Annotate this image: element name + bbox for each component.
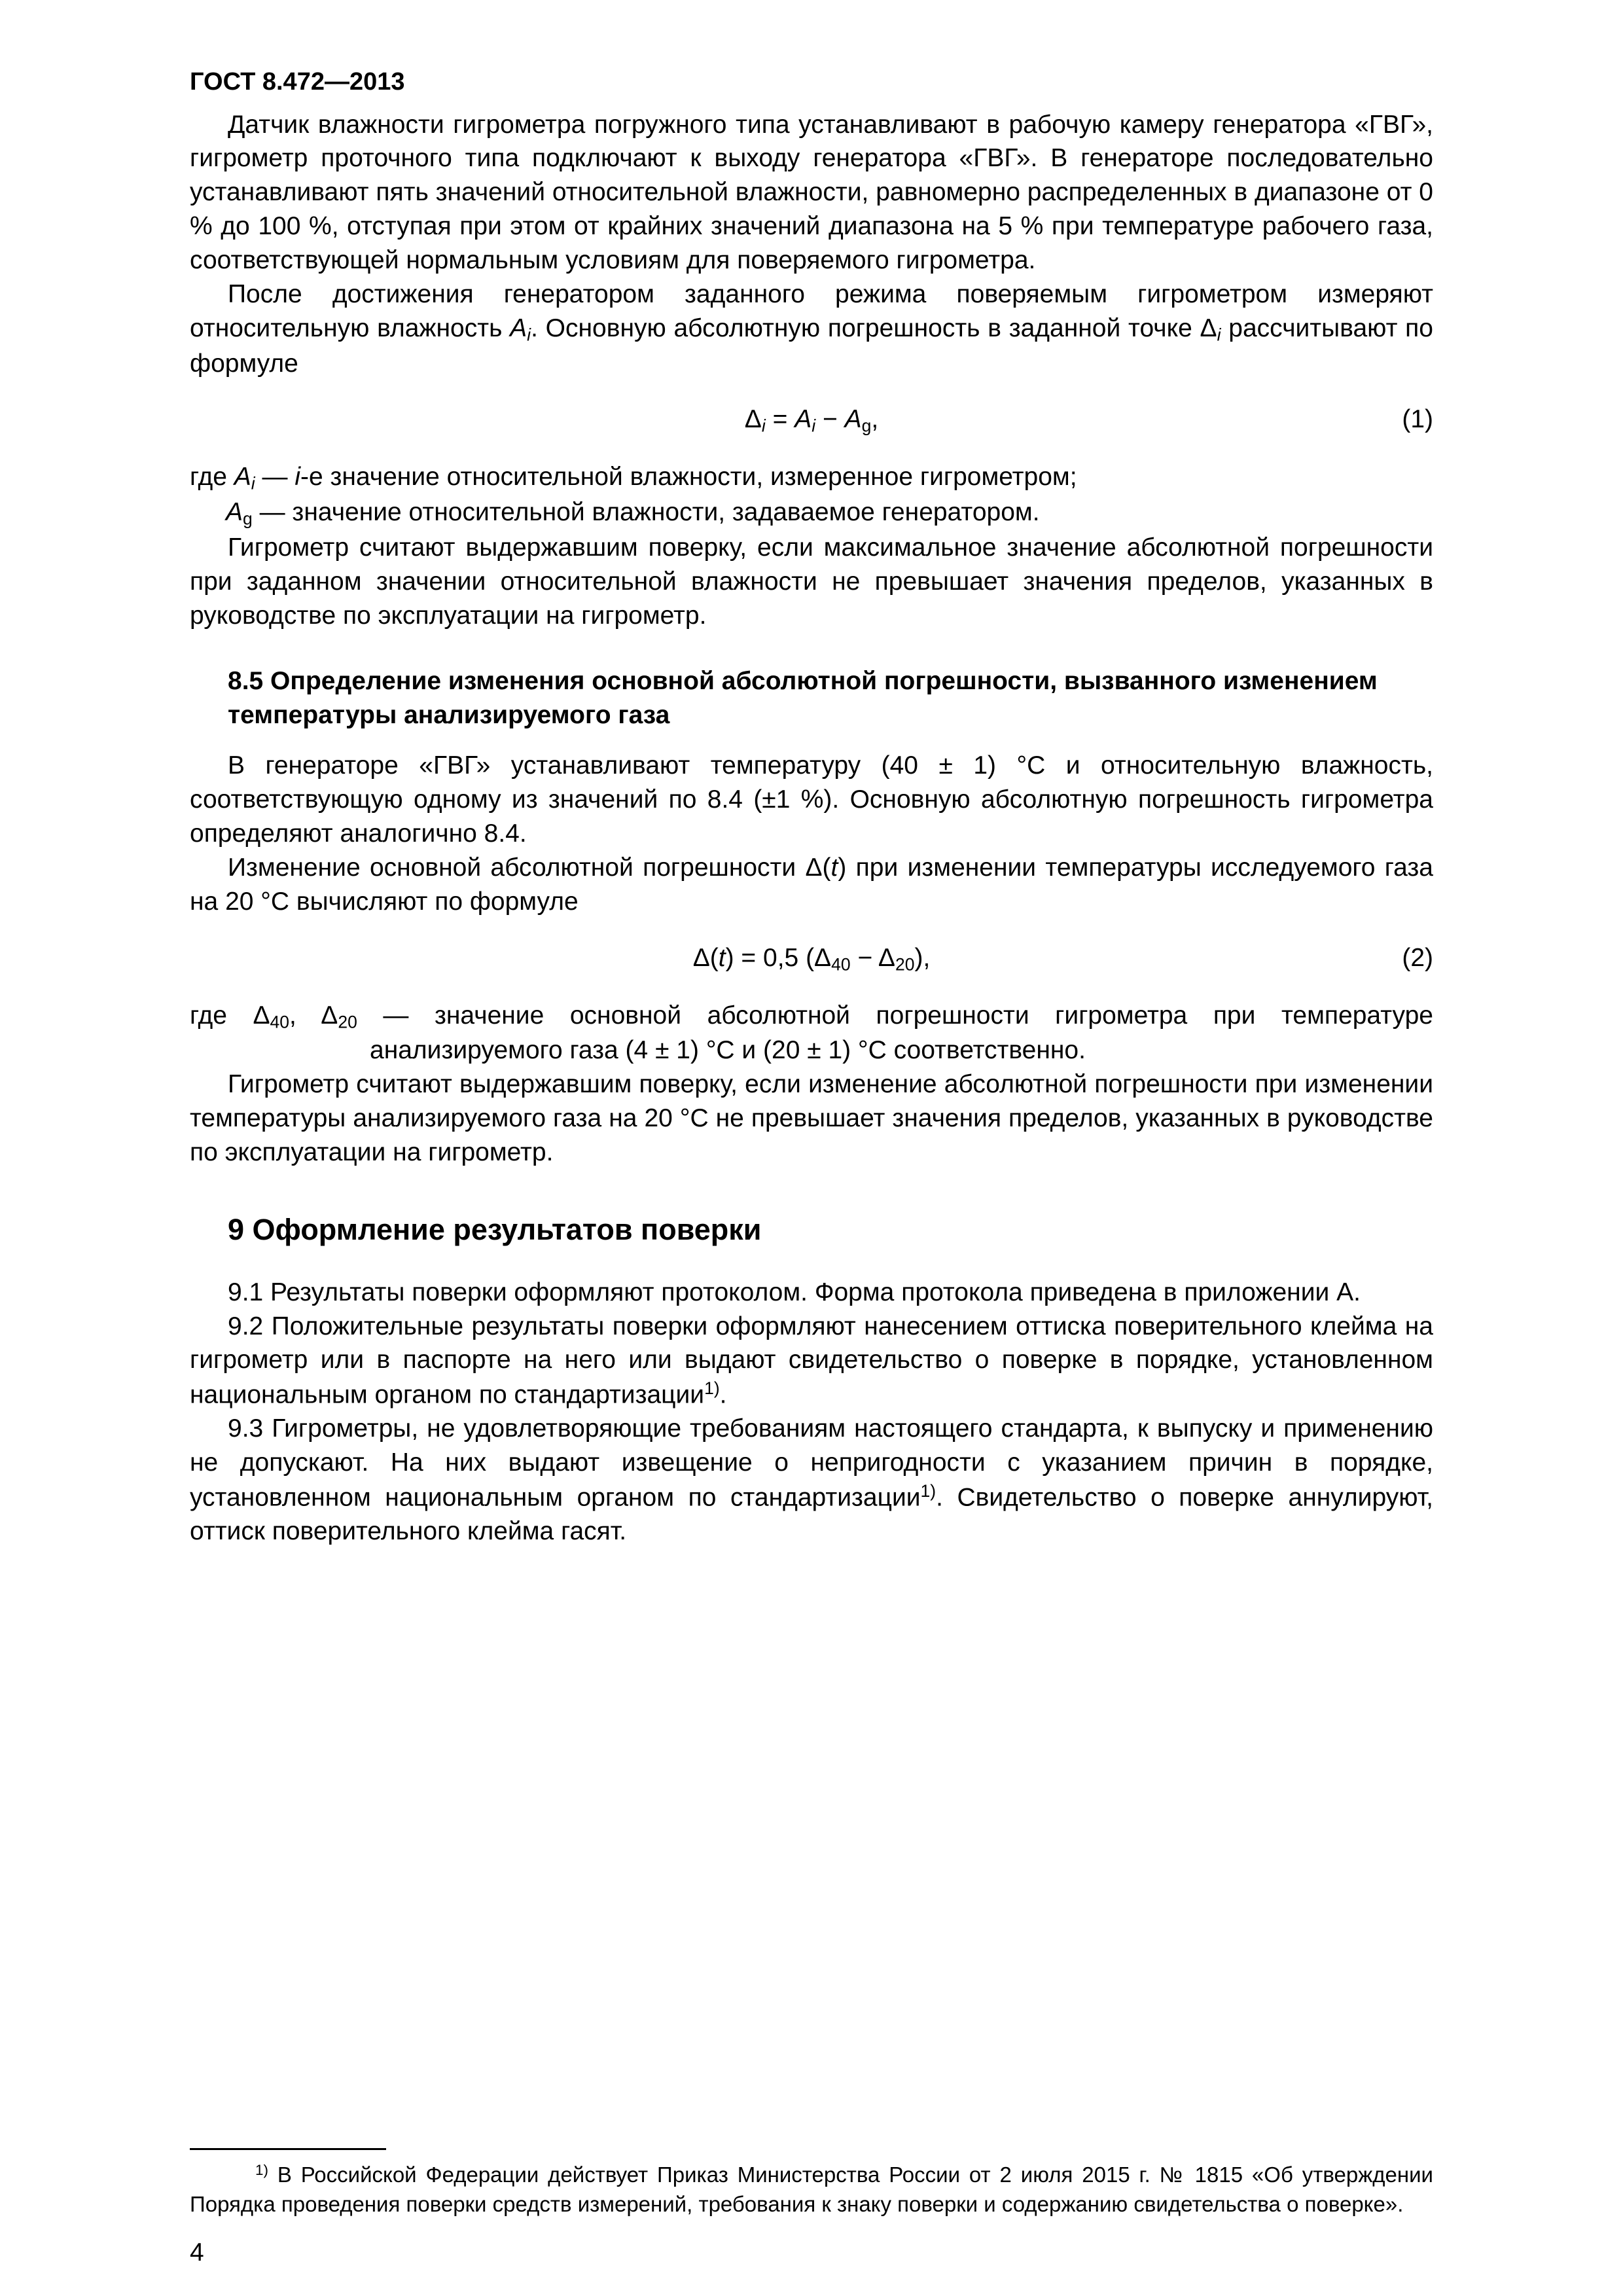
- formula-1: [190, 403, 1433, 438]
- paragraph-pass-criterion-2: Гигрометр считают выдержавшим поверку, если изменение абсолютной погрешности при изменении температуры анализируемого газа на 20 °С не превышает значения пределов, указанных в руководстве по эксплуатации на гигрометр.: [190, 1070, 1433, 1167]
- footnote-divider: [190, 2148, 386, 2150]
- page-content: [190, 108, 1433, 1549]
- formula-1-where-line-2: Ag — значение относительной влажности, задаваемое генератором.: [226, 498, 1040, 529]
- formula-2-number: (2): [1402, 943, 1433, 972]
- formula-2-where: где Δ40, Δ20 — значение основной абсолютной погрешности гигрометра при температуре анализируемого газа (4 ± 1) °С и (20 ± 1) °С соответственно.: [190, 1001, 1433, 1065]
- page-number: 4: [190, 2238, 204, 2267]
- footnote-text: $^{1)}$ В Российской Федерации действует Приказ Министерства России от 2 июля 2015 г. № 1815 «Об утверждении Порядка проведения поверки средств измерений, требования к знаку поверки и содержанию свидетельства о поверке».: [190, 2162, 1433, 2216]
- doc-number-header: ГОСТ 8.472—2013: [190, 68, 405, 96]
- formula-2-expression: Δ(t) = 0,5 (Δ40 − Δ20),: [692, 943, 931, 975]
- paragraph-error-change: Изменение основной абсолютной погрешности Δ(t) при изменении температуры исследуемого газа на 20 °С вычисляют по формуле: [190, 853, 1433, 916]
- formula-1-number: (1): [1402, 405, 1433, 434]
- paragraph-pass-criterion-1: Гигрометр считают выдержавшим поверку, если максимальное значение абсолютной погрешности при заданном значении относительной влажности не превышает значения пределов, указанных в руководстве по эксплуатации на гигрометр.: [190, 533, 1433, 630]
- footnote-block: [190, 2148, 1433, 2270]
- section-heading-8-5: 8.5 Определение изменения основной абсолютной погрешности, вызванного изменением температуры анализируемого газа: [228, 666, 1378, 729]
- paragraph-9-3: 9.3 Гигрометры, не удовлетворяющие требованиям настоящего стандарта, к выпуску и применению не допускают. На них выдают извещение о непригодности с указанием причин в порядке, установленном национальным органом по стандартизации$^{1)}$. Свидетельство о поверке аннулируют, оттиск поверительного клейма гасят.: [190, 1414, 1433, 1546]
- section-heading-9: 9 Оформление результатов поверки: [228, 1212, 762, 1246]
- paragraph-measurement: После достижения генератором заданного режима поверяемым гигрометром измеряют относительную влажность Ai. Основную абсолютную погрешность в заданной точке Δi рассчитывают по формуле: [190, 279, 1433, 378]
- formula-2: [190, 941, 1433, 977]
- paragraph-temperature-setup: В генераторе «ГВГ» устанавливают температуру (40 ± 1) °С и относительную влажность, соответствующую одному из значений по 8.4 (±1 %). Основную абсолютную погрешность гигрометра определяют аналогично 8.4.: [190, 751, 1433, 848]
- paragraph-9-2: 9.2 Положительные результаты поверки оформляют нанесением оттиска поверительного клейма на гигрометр или в паспорте на него или выдают свидетельство о поверке в порядке, установленном национальным органом по стандартизации$^{1)}$.: [190, 1312, 1433, 1409]
- paragraph-9-1: 9.1 Результаты поверки оформляют протоколом. Форма протокола приведена в приложении А.: [228, 1278, 1361, 1306]
- formula-1-expression: Δi = Ai − Ag,: [744, 405, 879, 437]
- paragraph-sensor-installation: Датчик влажности гигрометра погружного типа устанавливают в рабочую камеру генератора «ГВГ», гигрометр проточного типа подключают к выходу генератора «ГВГ». В генераторе последовательно устанавливают пять значений относительной влажности, равномерно распределенных в диапазоне от 0 % до 100 %, отступая при этом от крайних значений диапазона на 5 % при температуре рабочего газа, соответствующей нормальным условиям для поверяемого гигрометра.: [190, 110, 1433, 274]
- formula-1-where-line-1: где Ai — i-е значение относительной влажности, измеренное гигрометром;: [190, 463, 1077, 493]
